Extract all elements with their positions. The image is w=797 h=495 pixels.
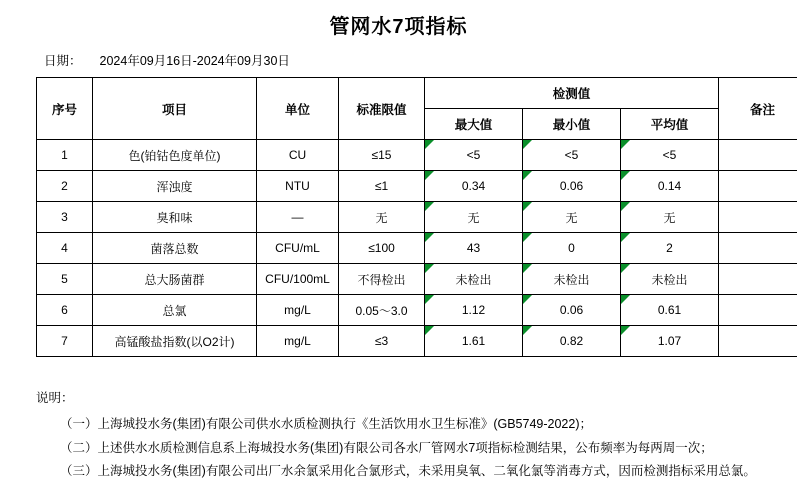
water-quality-table <box>36 77 797 357</box>
table-header-row-1 <box>37 78 797 109</box>
cell-max: 0.34 <box>425 171 523 202</box>
cell-unit: NTU <box>257 171 339 202</box>
cell-item: 臭和味 <box>93 202 257 233</box>
cell-limit: ≤15 <box>339 140 425 171</box>
cell-item: 总大肠菌群 <box>93 264 257 295</box>
cell-unit: mg/L <box>257 326 339 357</box>
table-row <box>37 264 797 295</box>
header-remark: 备注 <box>719 78 797 140</box>
cell-limit: ≤1 <box>339 171 425 202</box>
cell-avg: 0.61 <box>621 295 719 326</box>
cell-unit: — <box>257 202 339 233</box>
table-row <box>37 202 797 233</box>
cell-no: 3 <box>37 202 93 233</box>
header-max: 最大值 <box>425 109 523 140</box>
cell-min: 未检出 <box>523 264 621 295</box>
cell-no: 7 <box>37 326 93 357</box>
date-value: 2024年09月16日-2024年09月30日 <box>99 54 290 68</box>
table-row <box>37 171 797 202</box>
cell-remark <box>719 140 797 171</box>
header-item: 项目 <box>93 78 257 140</box>
cell-max: 1.12 <box>425 295 523 326</box>
header-limit: 标准限值 <box>339 78 425 140</box>
cell-unit: mg/L <box>257 295 339 326</box>
cell-remark <box>719 171 797 202</box>
cell-min: 0.06 <box>523 171 621 202</box>
cell-unit: CU <box>257 140 339 171</box>
cell-unit: CFU/100mL <box>257 264 339 295</box>
cell-min: 无 <box>523 202 621 233</box>
header-detected-group: 检测值 <box>425 78 719 109</box>
cell-min: 0.06 <box>523 295 621 326</box>
cell-avg: 1.07 <box>621 326 719 357</box>
cell-avg: 2 <box>621 233 719 264</box>
cell-avg: 未检出 <box>621 264 719 295</box>
date-label: 日期： <box>44 54 82 68</box>
cell-item: 总氯 <box>93 295 257 326</box>
table-row <box>37 140 797 171</box>
table-row <box>37 233 797 264</box>
page-title: 管网水7项指标 <box>329 16 468 38</box>
note-item-2: （二）上述供水水质检测信息系上海城投水务(集团)有限公司各水厂管网水7项指标检测结果，公布频率为每两周一次； <box>60 440 713 455</box>
date-row <box>44 51 797 69</box>
cell-max: <5 <box>425 140 523 171</box>
cell-unit: CFU/mL <box>257 233 339 264</box>
cell-min: 0 <box>523 233 621 264</box>
cell-remark <box>719 202 797 233</box>
cell-max: 无 <box>425 202 523 233</box>
cell-max: 43 <box>425 233 523 264</box>
cell-min: <5 <box>523 140 621 171</box>
notes-section <box>36 387 797 484</box>
cell-min: 0.82 <box>523 326 621 357</box>
header-avg: 平均值 <box>621 109 719 140</box>
cell-item: 浑浊度 <box>93 171 257 202</box>
cell-item: 菌落总数 <box>93 233 257 264</box>
cell-no: 1 <box>37 140 93 171</box>
notes-title: 说明： <box>36 391 74 405</box>
header-min: 最小值 <box>523 109 621 140</box>
cell-no: 2 <box>37 171 93 202</box>
cell-avg: 无 <box>621 202 719 233</box>
cell-no: 6 <box>37 295 93 326</box>
cell-max: 未检出 <box>425 264 523 295</box>
table-row <box>37 295 797 326</box>
cell-item: 高锰酸盐指数(以O2计) <box>93 326 257 357</box>
table-row <box>37 326 797 357</box>
cell-limit: 不得检出 <box>339 264 425 295</box>
cell-limit: ≤100 <box>339 233 425 264</box>
cell-remark <box>719 233 797 264</box>
note-item-3: （三）上海城投水务(集团)有限公司出厂水余氯采用化合氯形式，未采用臭氧、二氧化氯等消毒方式，因而检测指标采用总氯。 <box>60 464 756 479</box>
cell-avg: 0.14 <box>621 171 719 202</box>
cell-avg: <5 <box>621 140 719 171</box>
cell-limit: 无 <box>339 202 425 233</box>
cell-remark <box>719 264 797 295</box>
header-unit: 单位 <box>257 78 339 140</box>
note-item-1: （一）上海城投水务(集团)有限公司供水水质检测执行《生活饮用水卫生标准》(GB5749-2022)； <box>60 416 592 431</box>
cell-max: 1.61 <box>425 326 523 357</box>
cell-remark <box>719 295 797 326</box>
cell-no: 4 <box>37 233 93 264</box>
header-no: 序号 <box>37 78 93 140</box>
cell-limit: ≤3 <box>339 326 425 357</box>
cell-no: 5 <box>37 264 93 295</box>
cell-remark <box>719 326 797 357</box>
cell-limit: 0.05～3.0 <box>339 295 425 326</box>
cell-item: 色(铂钴色度单位) <box>93 140 257 171</box>
